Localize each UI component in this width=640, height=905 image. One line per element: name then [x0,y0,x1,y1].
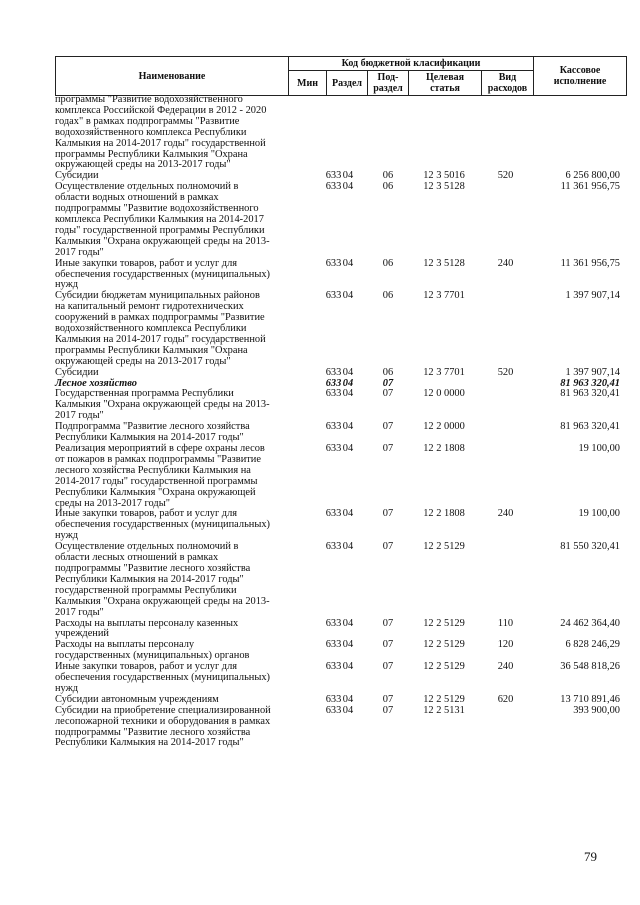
row-amount: 36 548 818,26 [560,661,620,673]
row-name [55,95,287,171]
row-name-line: комплекса Российской Федерации в 2012 - 2020 [55,104,267,116]
row-razdel: 04 [342,508,354,520]
row-podrazdel: 07 [382,508,394,520]
row-min: 633 [325,541,342,553]
row-name-line: водохозяйственного комплекса Республики [55,126,247,138]
row-amount: 11 361 956,75 [560,181,620,193]
row-podrazdel: 07 [382,617,394,629]
row-name-line: Республики Калмыкия на 2014-2017 годы" [55,737,244,749]
row-name-line: Субсидии на приобретение специализированной [55,704,271,716]
row-expense-type: 240 [497,257,514,269]
row-podrazdel: 07 [382,693,394,705]
row-min: 633 [325,661,342,673]
row-name-line: государственной программы Республики [55,584,237,596]
table-row [55,706,620,750]
row-min: 633 [325,388,342,400]
row-podrazdel: 06 [382,366,394,378]
row-name-line: Иные закупки товаров, работ и услуг для [55,661,238,673]
header-razdel: Раздел [327,71,368,96]
row-podrazdel: 07 [382,443,394,454]
row-name-line: Расходы на выплаты персоналу казенных [55,617,239,629]
row-name [55,509,287,542]
row-amount: 6 256 800,00 [565,170,620,182]
row-razdel: 04 [342,290,354,302]
row-target-article: 12 2 5129 [423,617,465,629]
header-min: Мин [289,71,327,96]
row-min: 633 [325,257,342,269]
header-target-article: Целевая статья [409,71,482,96]
row-min: 633 [325,704,342,716]
table-row [55,509,620,542]
row-name-line: обеспечения государственных (муниципальных) [55,268,271,280]
row-target-article: 12 2 5129 [423,541,465,553]
header-podrazdel: Под- раздел [368,71,409,96]
row-podrazdel: 06 [382,181,394,193]
row-name [55,422,287,444]
row-razdel: 04 [342,366,354,378]
row-podrazdel: 07 [382,541,394,553]
row-name-line: от пожаров в рамках подпрограммы "Развитие [55,453,261,465]
table-row [55,368,620,379]
row-razdel: 04 [342,170,354,182]
row-name-line: среды на 2013-2017 годы" [55,497,170,509]
table-header [55,56,627,96]
row-razdel: 04 [342,639,354,651]
row-razdel: 04 [342,693,354,705]
row-amount: 81 963 320,41 [560,377,620,389]
row-name-line: Республики Калмыкия "Охрана окружающей [55,486,256,498]
row-name-line: подпрограммы "Развитие водохозяйственного [55,203,259,215]
row-podrazdel: 07 [382,704,394,716]
row-name [55,706,287,750]
row-name-line: Иные закупки товаров, работ и услуг для [55,257,238,269]
row-amount: 393 900,00 [573,704,620,716]
row-name [55,662,287,695]
row-min: 633 [325,170,342,182]
row-name-line: лесопожарной техники и оборудования в рамках [55,715,271,727]
row-min: 633 [325,290,342,302]
row-name-line: государственных (муниципальных) органов [55,650,250,662]
row-amount: 6 828 246,29 [565,639,620,651]
row-min: 633 [325,421,342,433]
row-target-article: 12 2 1808 [423,508,465,520]
row-name-line: учреждений [55,628,109,640]
row-podrazdel: 07 [382,388,394,400]
row-amount: 81 963 320,41 [560,421,620,433]
row-name-line: Республики Калмыкия на 2014-2017 годы" [55,432,244,444]
table-row [55,259,620,292]
row-name [55,368,287,379]
row-name-line: нужд [55,530,79,542]
row-razdel: 04 [342,388,354,400]
row-target-article: 12 2 1808 [423,443,465,454]
table-row [55,542,620,618]
row-razdel: 04 [342,181,354,193]
row-name [55,182,287,258]
row-razdel: 04 [342,541,354,553]
row-name-line: водохозяйственного комплекса Республики [55,323,247,335]
row-amount: 19 100,00 [578,443,620,454]
row-name-line: программы Республики Калмыкия "Охрана [55,148,248,160]
row-name-line: лесного хозяйства Республики Калмыкия на [55,464,251,476]
row-razdel: 04 [342,704,354,716]
row-name-line: Калмыкия на 2014-2017 годы" государственной [55,137,266,149]
row-target-article: 12 0 0000 [423,388,465,400]
row-amount: 24 462 364,40 [560,617,620,629]
row-name-line: 2017 годы" [55,246,104,258]
row-name [55,619,287,641]
row-name-line: Реализация мероприятий в сфере охраны лесов [55,443,265,454]
header-budget-code: Код бюджетной класификации [289,57,534,71]
header-name: Наименование [56,57,289,96]
row-podrazdel: 07 [382,661,394,673]
table-row [55,95,620,171]
row-target-article: 12 2 5129 [423,661,465,673]
row-expense-type: 620 [497,693,514,705]
row-min: 633 [325,377,342,389]
row-name-line: Калмыкия "Охрана окружающей среды на 2013- [55,399,270,411]
row-name-line: Подпрограмма "Развитие лесного хозяйства [55,421,250,433]
row-amount: 81 963 320,41 [560,388,620,400]
row-name-line: программы "Развитие водохозяйственного [55,94,243,105]
row-min: 633 [325,181,342,193]
table-row [55,640,620,662]
row-razdel: 04 [342,421,354,433]
row-target-article: 12 2 5131 [423,704,465,716]
row-expense-type: 240 [497,508,514,520]
row-min: 633 [325,617,342,629]
row-name [55,444,287,509]
row-name [55,259,287,292]
row-name-line: 2017 годы" [55,410,104,422]
row-amount: 11 361 956,75 [560,257,620,269]
page-number: 79 [584,849,597,864]
row-expense-type: 520 [497,170,514,182]
row-name-line: Осуществление отдельных полномочий в [55,541,239,553]
row-name-line: Иные закупки товаров, работ и услуг для [55,508,238,520]
row-expense-type: 520 [497,366,514,378]
row-name-line: окружающей среды на 2013-2017 годы" [55,355,231,367]
row-amount: 13 710 891,46 [560,693,620,705]
row-name-line: нужд [55,682,79,694]
row-razdel: 04 [342,617,354,629]
row-name-line: Субсидии автономным учреждениям [55,693,219,705]
row-name-line: Субсидии бюджетам муниципальных районов [55,290,260,302]
row-target-article: 12 3 7701 [423,290,465,302]
row-name-line: годы" государственной программы Республики [55,224,265,236]
row-expense-type: 110 [497,617,514,629]
row-min: 633 [325,508,342,520]
row-name-line: подпрограммы "Развитие лесного хозяйства [55,562,251,574]
row-target-article: 12 3 5016 [423,170,465,182]
row-razdel: 04 [342,661,354,673]
row-amount: 19 100,00 [578,508,620,520]
row-name-line: годах" в рамках подпрограммы "Развитие [55,115,240,127]
row-name-line: Калмыкия "Охрана окружающей среды на 2013- [55,235,270,247]
row-name-line: обеспечения государственных (муниципальных) [55,672,271,684]
row-name-line: области лесных отношений в рамках [55,552,219,564]
row-target-article: 12 3 5128 [423,257,465,269]
row-target-article: 12 2 5129 [423,693,465,705]
row-podrazdel: 06 [382,170,394,182]
row-min: 633 [325,366,342,378]
row-name-line: Государственная программа Республики [55,388,234,400]
row-min: 633 [325,693,342,705]
table-row [55,619,620,641]
table-row [55,389,620,422]
table-row [55,182,620,258]
row-name-line: области водных отношений в рамках [55,192,219,204]
row-name-line: сооружений в рамках подпрограммы "Развитие [55,312,265,324]
row-name-line: программы Республики Калмыкия "Охрана [55,344,248,356]
row-min: 633 [325,443,342,454]
row-podrazdel: 07 [382,421,394,433]
row-name [55,542,287,618]
row-name-line: подпрограммы "Развитие лесного хозяйства [55,726,251,738]
row-razdel: 04 [342,443,354,454]
row-name-line: обеспечения государственных (муниципальных) [55,519,271,531]
header-expense-type: Вид расходов [482,71,534,96]
row-amount: 1 397 907,14 [565,366,620,378]
row-name-line: 2014-2017 годы" государственной программы [55,475,258,487]
row-name-line: Расходы на выплаты персоналу [55,639,195,651]
row-name-line: комплекса Республики Калмыкия на 2014-2017 [55,213,264,225]
row-podrazdel: 07 [382,377,394,389]
row-name-line: Осуществление отдельных полномочий в [55,181,239,193]
row-min: 633 [325,639,342,651]
row-name-line: Республики Калмыкия на 2014-2017 годы" [55,573,244,585]
table-body [55,95,620,749]
row-expense-type: 120 [497,639,514,651]
row-target-article: 12 3 7701 [423,366,465,378]
row-amount: 81 550 320,41 [560,541,620,553]
row-podrazdel: 06 [382,257,394,269]
row-target-article: 12 2 5129 [423,639,465,651]
row-name [55,640,287,662]
row-name-line: Субсидии [55,366,99,378]
row-expense-type: 240 [497,661,514,673]
table-row [55,422,620,444]
table-row [55,444,620,509]
row-name-line: Калмыкия "Охрана окружающей среды на 2013- [55,595,270,607]
table-row [55,291,620,367]
row-name-line: на капитальный ремонт гидротехнических [55,301,244,313]
row-name-line: Субсидии [55,170,99,182]
row-name-line: 2017 годы" [55,606,104,618]
row-name-line: нужд [55,279,79,291]
row-name-line: Калмыкия на 2014-2017 годы" государственной [55,333,266,345]
row-amount: 1 397 907,14 [565,290,620,302]
table-row [55,662,620,695]
row-name-line: окружающей среды на 2013-2017 годы" [55,159,231,171]
row-target-article: 12 2 0000 [423,421,465,433]
row-name [55,389,287,422]
row-razdel: 04 [342,257,354,269]
row-target-article: 12 3 5128 [423,181,465,193]
row-podrazdel: 07 [382,639,394,651]
row-podrazdel: 06 [382,290,394,302]
row-razdel: 04 [342,377,354,389]
row-name [55,291,287,367]
row-name-line: Лесное хозяйство [55,377,137,389]
header-cash-execution: Кассовое исполнение [534,57,627,96]
